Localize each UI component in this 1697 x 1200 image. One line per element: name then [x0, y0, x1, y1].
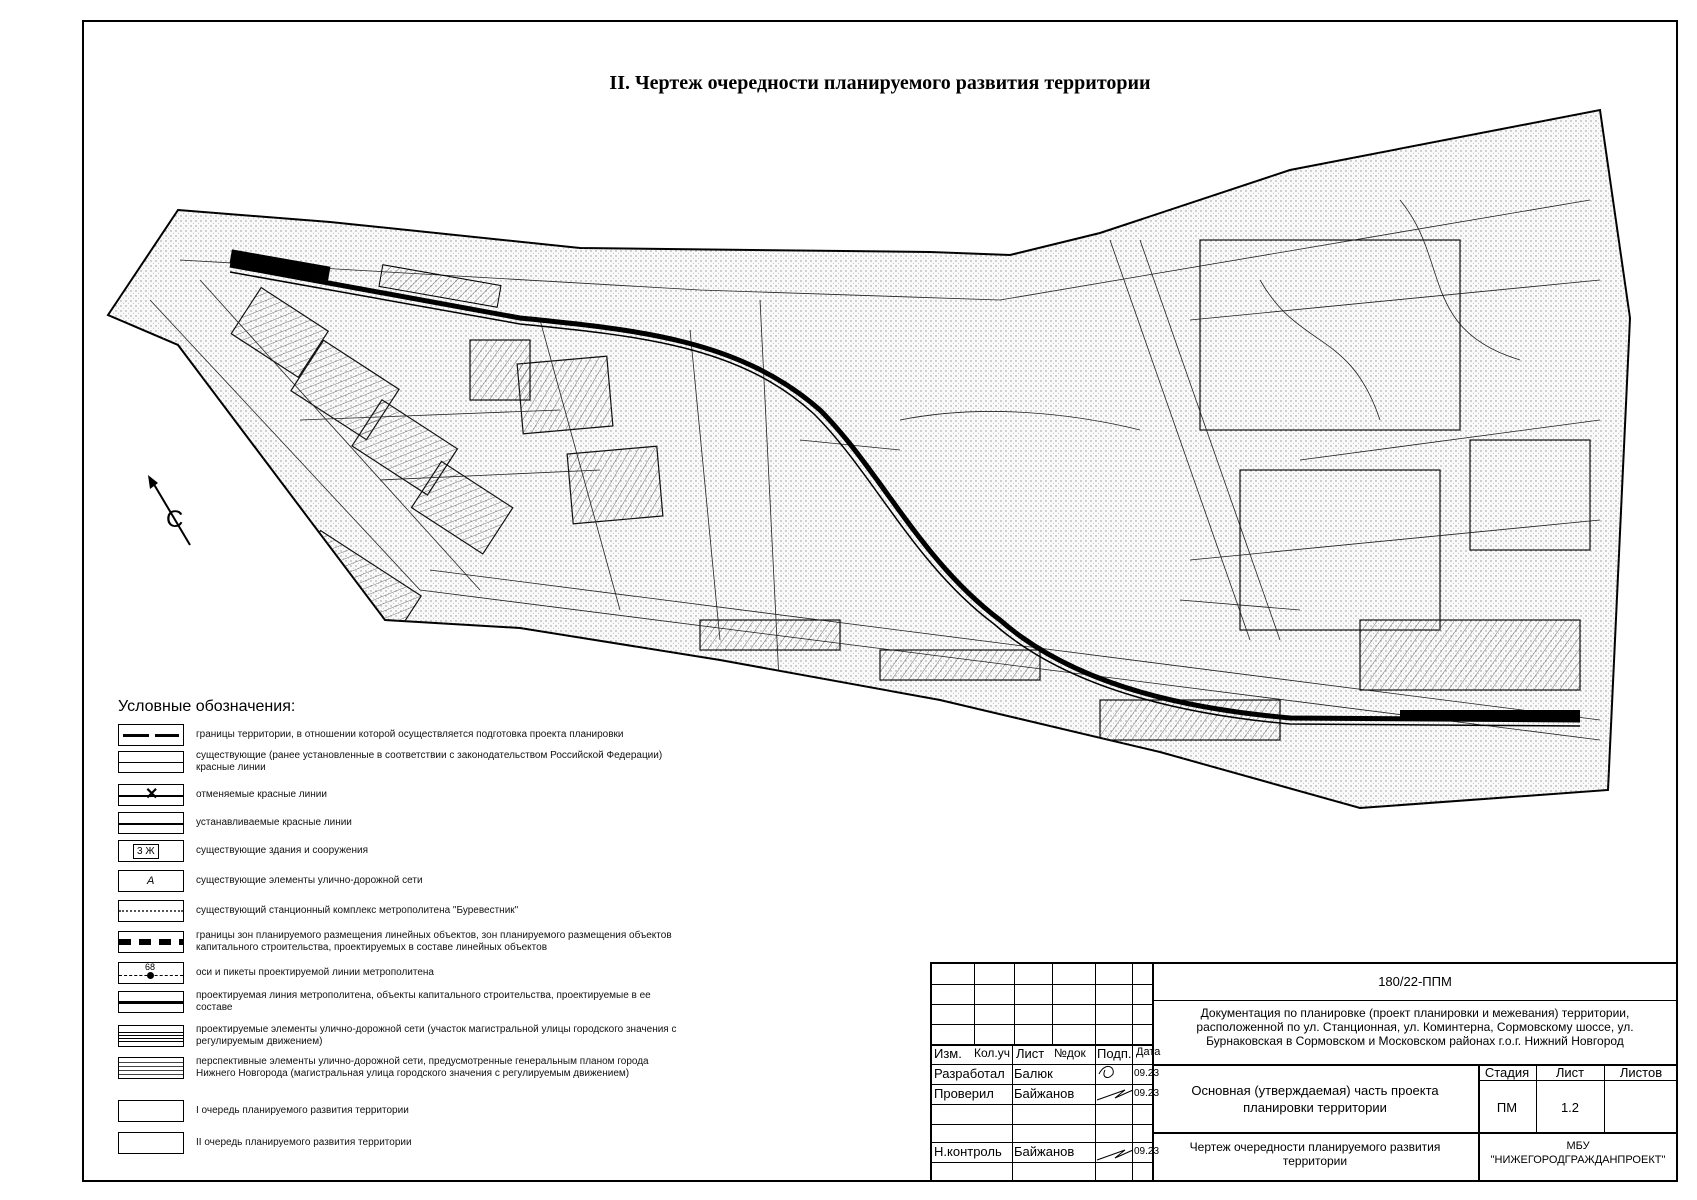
- row-control-role: Н.контроль: [934, 1144, 1002, 1159]
- legend-item-text: I очередь планируемого развития территории: [196, 1105, 409, 1116]
- legend-item-text: существующие (ранее установленные в соответствии с законодательством Российской Федерации) красные линии: [196, 750, 663, 773]
- row-checked-name: Байжанов: [1014, 1086, 1075, 1101]
- row-developed-name: Балюк: [1014, 1066, 1053, 1081]
- row-checked-role: Проверил: [934, 1086, 994, 1101]
- title-block: [930, 962, 1678, 1182]
- legend-symbol-road-projected: [118, 1025, 184, 1047]
- legend-item-text: существующие элементы улично-дорожной сети: [196, 875, 423, 886]
- legend-symbol-red-lines-new: [118, 812, 184, 834]
- legend-symbol-buildings: [118, 840, 184, 862]
- legend-symbol-label: 3 Ж: [133, 844, 159, 859]
- legend-title: Условные обозначения:: [118, 698, 296, 715]
- legend-item-text: существующие здания и сооружения: [196, 845, 369, 856]
- legend-item: [118, 1100, 678, 1122]
- legend-symbol-phase-1: [118, 1100, 184, 1122]
- sheet-value: 1.2: [1560, 1100, 1580, 1115]
- row-developed-date: 09.23: [1134, 1068, 1160, 1079]
- sheets-header: Листов: [1619, 1065, 1663, 1080]
- org-line2: "НИЖЕГОРОДГРАЖДАНПРОЕКТ": [1490, 1154, 1666, 1166]
- header-kol: Кол.уч: [974, 1046, 1010, 1060]
- legend-item: [118, 1024, 678, 1048]
- legend-item-text: перспективные элементы улично-дорожной сети, предусмотренные генеральным планом города Нижнего Новгорода (магистральная улица городского значения с регулируемым движением): [196, 1056, 649, 1079]
- page-title: II. Чертеж очередности планируемого развития территории: [609, 72, 1151, 94]
- org-line1: МБУ: [1566, 1140, 1590, 1152]
- document-code: 180/22-ППМ: [1378, 974, 1452, 989]
- row-control-date: 09.23: [1134, 1146, 1160, 1157]
- legend-symbol-metro-pickets: [118, 962, 184, 984]
- legend-item: [118, 930, 678, 954]
- legend-item: [118, 900, 678, 922]
- stage-header: Стадия: [1484, 1065, 1530, 1080]
- legend-item-text: отменяемые красные линии: [196, 789, 327, 800]
- stage-value: ПМ: [1496, 1100, 1518, 1115]
- row-control-name: Байжанов: [1014, 1144, 1075, 1159]
- document-description: Документация по планировке (проект планировки и межевания) территории, расположенной по ул. Станционная, ул. Коминтерна, Сормовскому шоссе, ул. Бурнаковская в Сормовском и Московском районах г.о.г. Нижний Новгород: [1196, 1006, 1634, 1048]
- legend-item-text: границы территории, в отношении которой осуществляется подготовка проекта планировки: [196, 729, 624, 740]
- header-ndoc: №док: [1054, 1046, 1086, 1060]
- header-list: Лист: [1016, 1046, 1045, 1061]
- legend-symbol-red-lines-cancel: ✕: [118, 784, 184, 806]
- legend-item: [118, 1056, 678, 1080]
- legend-item-text: проектируемая линия метрополитена, объекты капитального строительства, проектируемые в ее составе: [196, 990, 651, 1013]
- row-developed-role: Разработал: [934, 1066, 1005, 1081]
- legend-symbol-phase-2: [118, 1132, 184, 1154]
- header-podp: Подп.: [1097, 1046, 1132, 1061]
- legend-item: [118, 812, 678, 834]
- header-izm: Изм.: [934, 1046, 962, 1061]
- legend-symbol-zone-boundary: [118, 931, 184, 953]
- sheet-header: Лист: [1555, 1065, 1585, 1080]
- sheet-title: Чертеж очередности планируемого развития территории: [1189, 1140, 1441, 1168]
- legend-symbol-road-elements: [118, 870, 184, 892]
- legend-item-text: оси и пикеты проектируемой линии метрополитена: [196, 967, 434, 978]
- legend-symbol-boundary: [118, 724, 184, 746]
- legend-symbol-road-perspective: [118, 1057, 184, 1079]
- header-data: Дата: [1136, 1046, 1161, 1058]
- legend-symbol-metro-station: [118, 900, 184, 922]
- legend-symbol-label: А: [147, 875, 155, 887]
- legend-symbol-red-lines-existing: [118, 751, 184, 773]
- legend-item: [118, 750, 678, 774]
- north-arrow: [140, 475, 210, 555]
- legend-item-text: границы зон планируемого размещения линейных объектов, зон планируемого размещения объектов капитального строительства, проектируемых в составе линейных объектов: [196, 930, 672, 953]
- legend-symbol-label: 68: [145, 962, 156, 972]
- legend-item: [118, 990, 678, 1014]
- signatures: [1095, 1060, 1135, 1180]
- legend-item-text: существующий станционный комплекс метрополитена "Буревестник": [196, 905, 519, 916]
- legend-item: [118, 840, 678, 862]
- row-checked-date: 09.23: [1134, 1088, 1160, 1099]
- legend-item: [118, 962, 678, 984]
- legend-item: [118, 870, 678, 892]
- part-title: Основная (утверждаемая) часть проекта планировки территории: [1191, 1083, 1439, 1115]
- legend-item: [118, 724, 678, 746]
- legend-item: [118, 1132, 678, 1154]
- legend-item-text: II очередь планируемого развития территории: [196, 1137, 412, 1148]
- legend-item-text: проектируемые элементы улично-дорожной сети (участок магистральной улицы городского значения с регулируемым движением): [196, 1024, 677, 1047]
- svg-text:С: С: [166, 506, 184, 533]
- legend-item-text: устанавливаемые красные линии: [196, 817, 352, 828]
- legend-item: [118, 784, 678, 806]
- legend: [118, 698, 678, 1148]
- legend-symbol-metro-line: [118, 991, 184, 1013]
